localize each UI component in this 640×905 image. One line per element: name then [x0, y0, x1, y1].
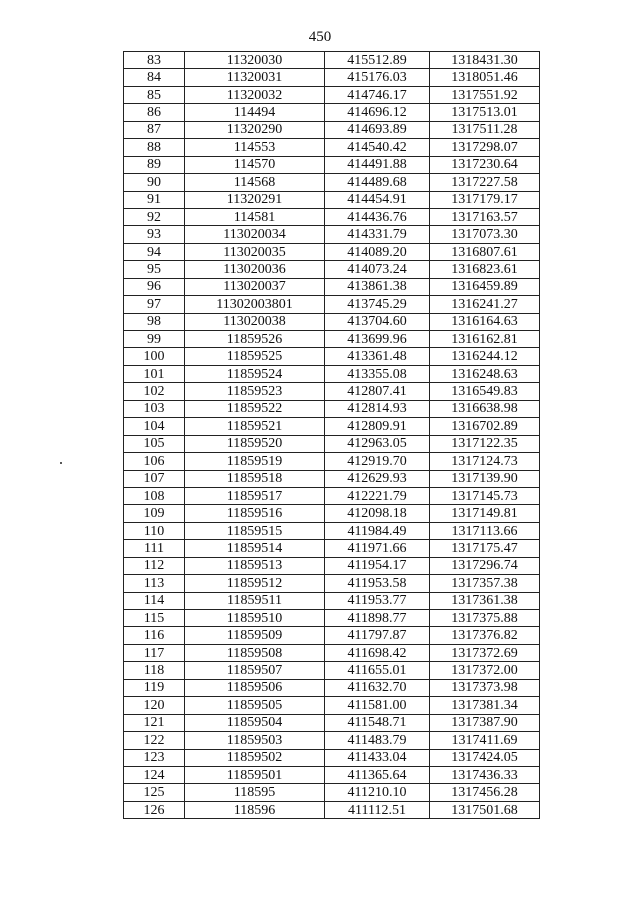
- point-id-cell: 114553: [185, 139, 325, 156]
- x-coordinate-cell: 411797.87: [325, 627, 430, 644]
- x-coordinate-cell: 411548.71: [325, 714, 430, 731]
- point-id-cell: 118595: [185, 784, 325, 801]
- table-row: [124, 487, 540, 504]
- stray-mark: [60, 462, 62, 464]
- table-row: [124, 749, 540, 766]
- table-row: [124, 208, 540, 225]
- x-coordinate-cell: 412809.91: [325, 418, 430, 435]
- point-id-cell: 113020038: [185, 313, 325, 330]
- row-number-cell: 121: [124, 714, 185, 731]
- x-coordinate-cell: 412919.70: [325, 453, 430, 470]
- y-coordinate-cell: 1318431.30: [430, 52, 540, 69]
- point-id-cell: 11859502: [185, 749, 325, 766]
- x-coordinate-cell: 413355.08: [325, 365, 430, 382]
- row-number-cell: 122: [124, 732, 185, 749]
- y-coordinate-cell: 1317373.98: [430, 679, 540, 696]
- x-coordinate-cell: 411953.77: [325, 592, 430, 609]
- table-row: [124, 453, 540, 470]
- table-row: [124, 697, 540, 714]
- y-coordinate-cell: 1317424.05: [430, 749, 540, 766]
- table-row: [124, 52, 540, 69]
- point-id-cell: 11320290: [185, 121, 325, 138]
- y-coordinate-cell: 1317376.82: [430, 627, 540, 644]
- x-coordinate-cell: 414489.68: [325, 174, 430, 191]
- point-id-cell: 11859514: [185, 540, 325, 557]
- y-coordinate-cell: 1316244.12: [430, 348, 540, 365]
- y-coordinate-cell: 1317145.73: [430, 487, 540, 504]
- row-number-cell: 110: [124, 522, 185, 539]
- y-coordinate-cell: 1317456.28: [430, 784, 540, 801]
- row-number-cell: 88: [124, 139, 185, 156]
- table-row: [124, 505, 540, 522]
- point-id-cell: 114494: [185, 104, 325, 121]
- y-coordinate-cell: 1318051.46: [430, 69, 540, 86]
- point-id-cell: 11859503: [185, 732, 325, 749]
- point-id-cell: 113020034: [185, 226, 325, 243]
- row-number-cell: 101: [124, 365, 185, 382]
- row-number-cell: 118: [124, 662, 185, 679]
- x-coordinate-cell: 411483.79: [325, 732, 430, 749]
- row-number-cell: 96: [124, 278, 185, 295]
- y-coordinate-cell: 1317436.33: [430, 766, 540, 783]
- point-id-cell: 11859518: [185, 470, 325, 487]
- table-row: [124, 418, 540, 435]
- x-coordinate-cell: 411984.49: [325, 522, 430, 539]
- point-id-cell: 11859523: [185, 383, 325, 400]
- point-id-cell: 11859522: [185, 400, 325, 417]
- y-coordinate-cell: 1317357.38: [430, 575, 540, 592]
- x-coordinate-cell: 412098.18: [325, 505, 430, 522]
- x-coordinate-cell: 413699.96: [325, 331, 430, 348]
- row-number-cell: 116: [124, 627, 185, 644]
- point-id-cell: 11320291: [185, 191, 325, 208]
- y-coordinate-cell: 1317511.28: [430, 121, 540, 138]
- table-row: [124, 627, 540, 644]
- row-number-cell: 99: [124, 331, 185, 348]
- y-coordinate-cell: 1317513.01: [430, 104, 540, 121]
- x-coordinate-cell: 411433.04: [325, 749, 430, 766]
- point-id-cell: 11859507: [185, 662, 325, 679]
- point-id-cell: 11320032: [185, 86, 325, 103]
- x-coordinate-cell: 414491.88: [325, 156, 430, 173]
- point-id-cell: 11859525: [185, 348, 325, 365]
- table-row: [124, 557, 540, 574]
- table-body: [124, 52, 540, 819]
- x-coordinate-cell: 411632.70: [325, 679, 430, 696]
- row-number-cell: 95: [124, 261, 185, 278]
- row-number-cell: 111: [124, 540, 185, 557]
- y-coordinate-cell: 1317124.73: [430, 453, 540, 470]
- row-number-cell: 109: [124, 505, 185, 522]
- x-coordinate-cell: 412814.93: [325, 400, 430, 417]
- row-number-cell: 85: [124, 86, 185, 103]
- point-id-cell: 11859526: [185, 331, 325, 348]
- table-row: [124, 400, 540, 417]
- y-coordinate-cell: 1316823.61: [430, 261, 540, 278]
- y-coordinate-cell: 1317139.90: [430, 470, 540, 487]
- table-row: [124, 644, 540, 661]
- point-id-cell: 11859516: [185, 505, 325, 522]
- y-coordinate-cell: 1317501.68: [430, 801, 540, 818]
- row-number-cell: 105: [124, 435, 185, 452]
- y-coordinate-cell: 1316459.89: [430, 278, 540, 295]
- x-coordinate-cell: 411581.00: [325, 697, 430, 714]
- row-number-cell: 125: [124, 784, 185, 801]
- row-number-cell: 114: [124, 592, 185, 609]
- table-row: [124, 662, 540, 679]
- y-coordinate-cell: 1317175.47: [430, 540, 540, 557]
- point-id-cell: 118596: [185, 801, 325, 818]
- coordinates-table: [123, 51, 540, 819]
- table-row: [124, 784, 540, 801]
- table-row: [124, 313, 540, 330]
- table-row: [124, 69, 540, 86]
- point-id-cell: 11320031: [185, 69, 325, 86]
- row-number-cell: 87: [124, 121, 185, 138]
- table-row: [124, 801, 540, 818]
- row-number-cell: 108: [124, 487, 185, 504]
- x-coordinate-cell: 411698.42: [325, 644, 430, 661]
- row-number-cell: 90: [124, 174, 185, 191]
- table-row: [124, 592, 540, 609]
- point-id-cell: 11859517: [185, 487, 325, 504]
- row-number-cell: 104: [124, 418, 185, 435]
- point-id-cell: 11859509: [185, 627, 325, 644]
- x-coordinate-cell: 415512.89: [325, 52, 430, 69]
- row-number-cell: 102: [124, 383, 185, 400]
- x-coordinate-cell: 413861.38: [325, 278, 430, 295]
- table-row: [124, 714, 540, 731]
- table-row: [124, 348, 540, 365]
- table-row: [124, 470, 540, 487]
- y-coordinate-cell: 1317381.34: [430, 697, 540, 714]
- x-coordinate-cell: 413704.60: [325, 313, 430, 330]
- row-number-cell: 119: [124, 679, 185, 696]
- table-row: [124, 121, 540, 138]
- table-row: [124, 522, 540, 539]
- row-number-cell: 112: [124, 557, 185, 574]
- row-number-cell: 98: [124, 313, 185, 330]
- point-id-cell: 11859521: [185, 418, 325, 435]
- point-id-cell: 11302003801: [185, 296, 325, 313]
- x-coordinate-cell: 411898.77: [325, 610, 430, 627]
- table-row: [124, 383, 540, 400]
- row-number-cell: 115: [124, 610, 185, 627]
- y-coordinate-cell: 1317230.64: [430, 156, 540, 173]
- x-coordinate-cell: 412807.41: [325, 383, 430, 400]
- point-id-cell: 11859501: [185, 766, 325, 783]
- x-coordinate-cell: 412221.79: [325, 487, 430, 504]
- row-number-cell: 126: [124, 801, 185, 818]
- y-coordinate-cell: 1316702.89: [430, 418, 540, 435]
- table-row: [124, 766, 540, 783]
- y-coordinate-cell: 1317298.07: [430, 139, 540, 156]
- x-coordinate-cell: 412629.93: [325, 470, 430, 487]
- x-coordinate-cell: 412963.05: [325, 435, 430, 452]
- y-coordinate-cell: 1316807.61: [430, 243, 540, 260]
- point-id-cell: 11859508: [185, 644, 325, 661]
- row-number-cell: 100: [124, 348, 185, 365]
- y-coordinate-cell: 1317227.58: [430, 174, 540, 191]
- table-row: [124, 331, 540, 348]
- row-number-cell: 86: [124, 104, 185, 121]
- y-coordinate-cell: 1317551.92: [430, 86, 540, 103]
- point-id-cell: 11859524: [185, 365, 325, 382]
- row-number-cell: 94: [124, 243, 185, 260]
- table-row: [124, 261, 540, 278]
- table-row: [124, 296, 540, 313]
- y-coordinate-cell: 1317179.17: [430, 191, 540, 208]
- table-row: [124, 575, 540, 592]
- row-number-cell: 83: [124, 52, 185, 69]
- x-coordinate-cell: 411954.17: [325, 557, 430, 574]
- row-number-cell: 91: [124, 191, 185, 208]
- x-coordinate-cell: 413361.48: [325, 348, 430, 365]
- row-number-cell: 89: [124, 156, 185, 173]
- row-number-cell: 84: [124, 69, 185, 86]
- y-coordinate-cell: 1317375.88: [430, 610, 540, 627]
- table-row: [124, 610, 540, 627]
- x-coordinate-cell: 411112.51: [325, 801, 430, 818]
- point-id-cell: 11859512: [185, 575, 325, 592]
- x-coordinate-cell: 413745.29: [325, 296, 430, 313]
- y-coordinate-cell: 1316638.98: [430, 400, 540, 417]
- y-coordinate-cell: 1317296.74: [430, 557, 540, 574]
- x-coordinate-cell: 411971.66: [325, 540, 430, 557]
- point-id-cell: 113020036: [185, 261, 325, 278]
- y-coordinate-cell: 1317372.69: [430, 644, 540, 661]
- point-id-cell: 11859505: [185, 697, 325, 714]
- point-id-cell: 11320030: [185, 52, 325, 69]
- page-number: 450: [308, 29, 332, 45]
- row-number-cell: 113: [124, 575, 185, 592]
- x-coordinate-cell: 414073.24: [325, 261, 430, 278]
- row-number-cell: 92: [124, 208, 185, 225]
- table-row: [124, 174, 540, 191]
- row-number-cell: 124: [124, 766, 185, 783]
- table-row: [124, 435, 540, 452]
- x-coordinate-cell: 415176.03: [325, 69, 430, 86]
- table-row: [124, 732, 540, 749]
- x-coordinate-cell: 414693.89: [325, 121, 430, 138]
- table-row: [124, 156, 540, 173]
- y-coordinate-cell: 1317149.81: [430, 505, 540, 522]
- row-number-cell: 93: [124, 226, 185, 243]
- x-coordinate-cell: 414089.20: [325, 243, 430, 260]
- y-coordinate-cell: 1317387.90: [430, 714, 540, 731]
- point-id-cell: 114568: [185, 174, 325, 191]
- point-id-cell: 11859519: [185, 453, 325, 470]
- y-coordinate-cell: 1317163.57: [430, 208, 540, 225]
- y-coordinate-cell: 1316164.63: [430, 313, 540, 330]
- point-id-cell: 11859513: [185, 557, 325, 574]
- table-row: [124, 365, 540, 382]
- row-number-cell: 107: [124, 470, 185, 487]
- y-coordinate-cell: 1317372.00: [430, 662, 540, 679]
- point-id-cell: 11859504: [185, 714, 325, 731]
- point-id-cell: 114581: [185, 208, 325, 225]
- x-coordinate-cell: 414331.79: [325, 226, 430, 243]
- row-number-cell: 120: [124, 697, 185, 714]
- y-coordinate-cell: 1317073.30: [430, 226, 540, 243]
- table-row: [124, 278, 540, 295]
- y-coordinate-cell: 1316241.27: [430, 296, 540, 313]
- y-coordinate-cell: 1317411.69: [430, 732, 540, 749]
- y-coordinate-cell: 1316162.81: [430, 331, 540, 348]
- x-coordinate-cell: 414746.17: [325, 86, 430, 103]
- x-coordinate-cell: 414436.76: [325, 208, 430, 225]
- row-number-cell: 117: [124, 644, 185, 661]
- y-coordinate-cell: 1317122.35: [430, 435, 540, 452]
- x-coordinate-cell: 414454.91: [325, 191, 430, 208]
- row-number-cell: 97: [124, 296, 185, 313]
- table-row: [124, 243, 540, 260]
- row-number-cell: 123: [124, 749, 185, 766]
- point-id-cell: 113020035: [185, 243, 325, 260]
- point-id-cell: 11859520: [185, 435, 325, 452]
- x-coordinate-cell: 414540.42: [325, 139, 430, 156]
- x-coordinate-cell: 411365.64: [325, 766, 430, 783]
- table-row: [124, 104, 540, 121]
- y-coordinate-cell: 1316248.63: [430, 365, 540, 382]
- table-row: [124, 86, 540, 103]
- point-id-cell: 114570: [185, 156, 325, 173]
- point-id-cell: 11859510: [185, 610, 325, 627]
- x-coordinate-cell: 411210.10: [325, 784, 430, 801]
- row-number-cell: 106: [124, 453, 185, 470]
- point-id-cell: 113020037: [185, 278, 325, 295]
- point-id-cell: 11859506: [185, 679, 325, 696]
- table-row: [124, 191, 540, 208]
- x-coordinate-cell: 411953.58: [325, 575, 430, 592]
- table-row: [124, 226, 540, 243]
- x-coordinate-cell: 414696.12: [325, 104, 430, 121]
- y-coordinate-cell: 1316549.83: [430, 383, 540, 400]
- table-row: [124, 139, 540, 156]
- row-number-cell: 103: [124, 400, 185, 417]
- y-coordinate-cell: 1317361.38: [430, 592, 540, 609]
- table-row: [124, 540, 540, 557]
- table-row: [124, 679, 540, 696]
- point-id-cell: 11859511: [185, 592, 325, 609]
- y-coordinate-cell: 1317113.66: [430, 522, 540, 539]
- point-id-cell: 11859515: [185, 522, 325, 539]
- x-coordinate-cell: 411655.01: [325, 662, 430, 679]
